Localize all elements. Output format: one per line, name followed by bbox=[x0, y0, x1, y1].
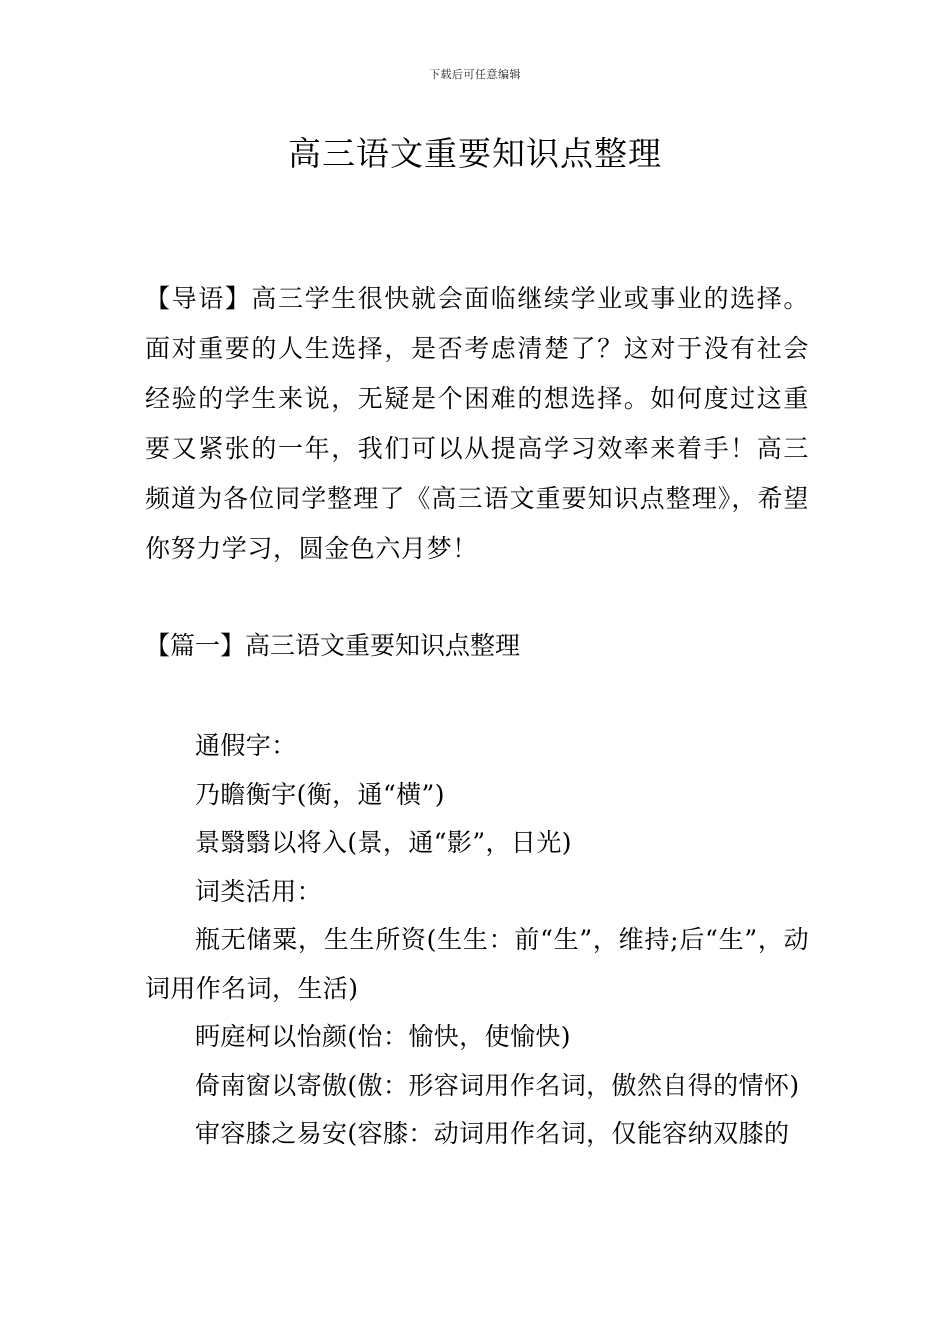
body-line: 倚南窗以寄傲(傲：形容词用作名词，傲然自得的情怀) bbox=[195, 1070, 800, 1100]
body-line: 审容膝之易安(容膝：动词用作名词，仅能容纳双膝的 bbox=[195, 1119, 790, 1148]
body-line: 瓶无储粟，生生所资(生生：前“生”，维持;后“生”，动词用作名词，生活) bbox=[145, 925, 809, 1003]
intro-paragraph: 【导语】高三学生很快就会面临继续学业或事业的选择。面对重要的人生选择，是否考虑清楚了？这对于没有社会经验的学生来说，无疑是个困难的想选择。如何度过这重要又紧张的一年，我们可以从提高学习效率来着手！高三频道为各位同学整理了《高三语文重要知识点整理》，希望你努力学习，圆金色六月梦！ bbox=[145, 284, 809, 563]
section-body bbox=[145, 722, 809, 1159]
body-line: 乃瞻衡宇(衡，通“横”) bbox=[195, 779, 445, 809]
body-line: 通假字： bbox=[195, 731, 297, 760]
body-line: 眄庭柯以怡颜(怡：愉快，使愉快) bbox=[195, 1022, 571, 1051]
document-title: 高三语文重要知识点整理 bbox=[288, 134, 662, 173]
header-note: 下载后可任意编辑 bbox=[429, 68, 521, 81]
body-line: 词类活用： bbox=[195, 876, 323, 906]
section-heading: 【篇一】高三语文重要知识点整理 bbox=[145, 631, 521, 660]
body-line: 景翳翳以将入(景，通“影”，日光) bbox=[195, 828, 572, 857]
